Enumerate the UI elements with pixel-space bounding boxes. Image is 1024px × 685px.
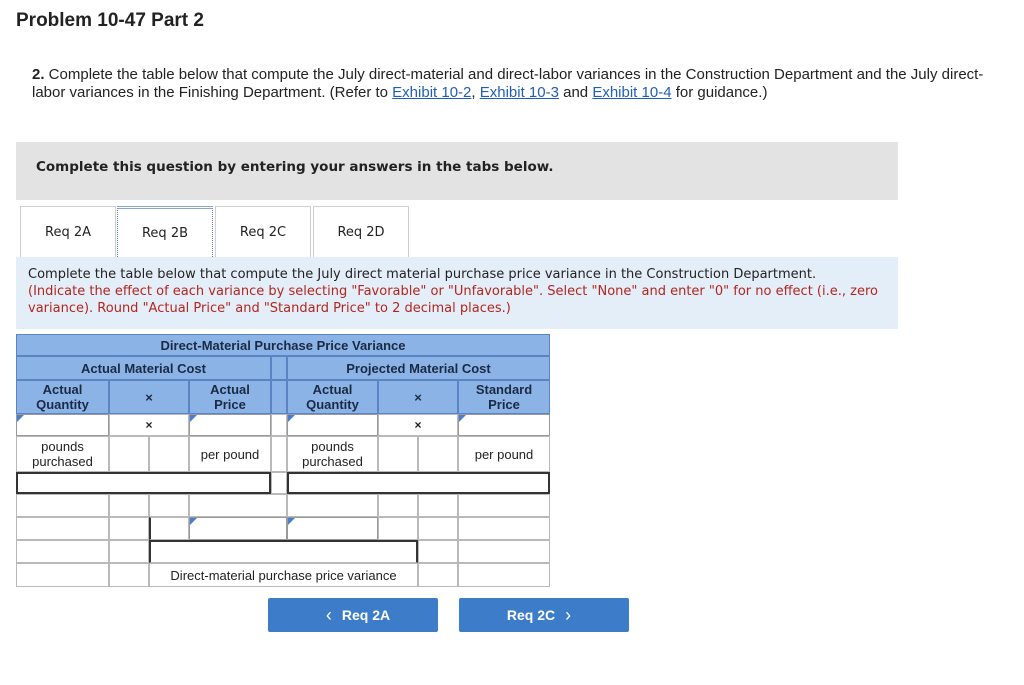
projected-material-cost-header: Projected Material Cost	[287, 356, 550, 380]
actual-material-cost-header: Actual Material Cost	[16, 356, 271, 380]
times-sign-2: ×	[378, 414, 458, 436]
actual-quantity-2-header: Actual Quantity	[287, 380, 378, 414]
instructions-note: (Indicate the effect of each variance by selecting "Favorable" or "Unfavorable". Select "None" and enter "0" for no effect (i.e., zero variance). Round "Actual Price" and "Standard Price" to 2 decimal places.)	[28, 284, 878, 316]
chevron-right-icon: ›	[565, 605, 572, 625]
empty-cell	[378, 436, 418, 472]
empty-cell	[16, 540, 109, 563]
tab-req-2a[interactable]: Req 2A	[20, 206, 116, 257]
actual-quantity-2-input[interactable]	[287, 414, 378, 436]
empty-cell	[418, 540, 458, 563]
prev-button-label: Req 2A	[341, 607, 391, 623]
actual-price-header: Actual Price	[189, 380, 271, 414]
times-header: ×	[109, 380, 189, 414]
per-pound-label: per pound	[189, 436, 271, 472]
page-title: Problem 10-47 Part 2	[16, 10, 204, 31]
pounds-purchased-label: pounds purchased	[16, 436, 109, 472]
empty-cell	[109, 540, 149, 563]
exhibit-10-2-link[interactable]: Exhibit 10-2	[392, 84, 472, 101]
empty-cell	[458, 494, 550, 517]
pounds-purchased-label-2: pounds purchased	[287, 436, 378, 472]
variance-table	[16, 334, 550, 589]
next-button-label: Req 2C	[506, 607, 556, 623]
actual-quantity-header: Actual Quantity	[16, 380, 109, 414]
prev-tab-button[interactable]	[268, 598, 438, 632]
exhibit-10-4-link[interactable]: Exhibit 10-4	[592, 84, 672, 101]
standard-price-header: Standard Price	[458, 380, 550, 414]
empty-cell	[418, 494, 458, 517]
empty-cell	[378, 494, 418, 517]
times-header-2: ×	[378, 380, 458, 414]
empty-cell	[149, 436, 189, 472]
table-title: Direct-Material Purchase Price Variance	[16, 334, 550, 356]
banner-text: Complete this question by entering your answers in the tabs below.	[36, 159, 554, 175]
empty-cell	[458, 540, 550, 563]
separator: and	[558, 84, 593, 101]
question-body: Complete the table below that compute the July direct-material and direct-labor variances in the Construction Department and the July direct-labor variances in the Finishing Department. (Refer to	[32, 66, 984, 101]
empty-cell	[109, 517, 149, 540]
empty-cell	[189, 494, 287, 517]
tab-req-2c[interactable]: Req 2C	[215, 206, 311, 257]
tab-instructions	[16, 257, 898, 329]
next-tab-button[interactable]	[459, 598, 629, 632]
instruction-banner	[16, 142, 898, 200]
exhibit-10-3-link[interactable]: Exhibit 10-3	[479, 84, 559, 101]
empty-cell	[149, 494, 189, 517]
header-spacer	[271, 380, 287, 414]
variance-effect-select[interactable]	[287, 517, 378, 540]
empty-cell	[418, 517, 458, 540]
empty-cell	[458, 563, 550, 587]
separator: ,	[471, 84, 480, 101]
chevron-left-icon: ‹	[325, 605, 332, 625]
empty-cell	[16, 563, 109, 587]
empty-cell	[109, 563, 149, 587]
standard-price-input[interactable]	[458, 414, 550, 436]
header-spacer	[271, 356, 287, 380]
variance-amount-input[interactable]	[189, 517, 287, 540]
empty-cell	[109, 436, 149, 472]
empty-cell	[109, 494, 149, 517]
question-tail: for guidance.)	[671, 84, 768, 101]
projected-cost-total-cell[interactable]	[287, 472, 550, 494]
instructions-main: Complete the table below that compute the July direct material purchase price variance in the Construction Department.	[28, 267, 817, 282]
empty-cell	[287, 494, 378, 517]
empty-cell	[149, 517, 189, 540]
actual-price-input[interactable]	[189, 414, 271, 436]
spacer-cell	[271, 472, 287, 494]
actual-quantity-input[interactable]	[16, 414, 109, 436]
tab-req-2b[interactable]: Req 2B	[117, 206, 213, 257]
tab-req-2d[interactable]: Req 2D	[313, 206, 409, 257]
empty-cell	[16, 494, 109, 517]
question-number: 2.	[32, 66, 45, 83]
variance-bracket	[149, 540, 418, 563]
spacer-cell	[271, 414, 287, 436]
empty-cell	[16, 517, 109, 540]
variance-label: Direct-material purchase price variance	[149, 563, 418, 587]
actual-cost-total-cell[interactable]	[16, 472, 271, 494]
empty-cell	[418, 436, 458, 472]
empty-cell	[418, 563, 458, 587]
times-sign: ×	[109, 414, 189, 436]
question-text	[32, 66, 992, 102]
empty-cell	[458, 517, 550, 540]
empty-cell	[378, 517, 418, 540]
per-pound-label-2: per pound	[458, 436, 550, 472]
spacer-cell	[271, 436, 287, 472]
